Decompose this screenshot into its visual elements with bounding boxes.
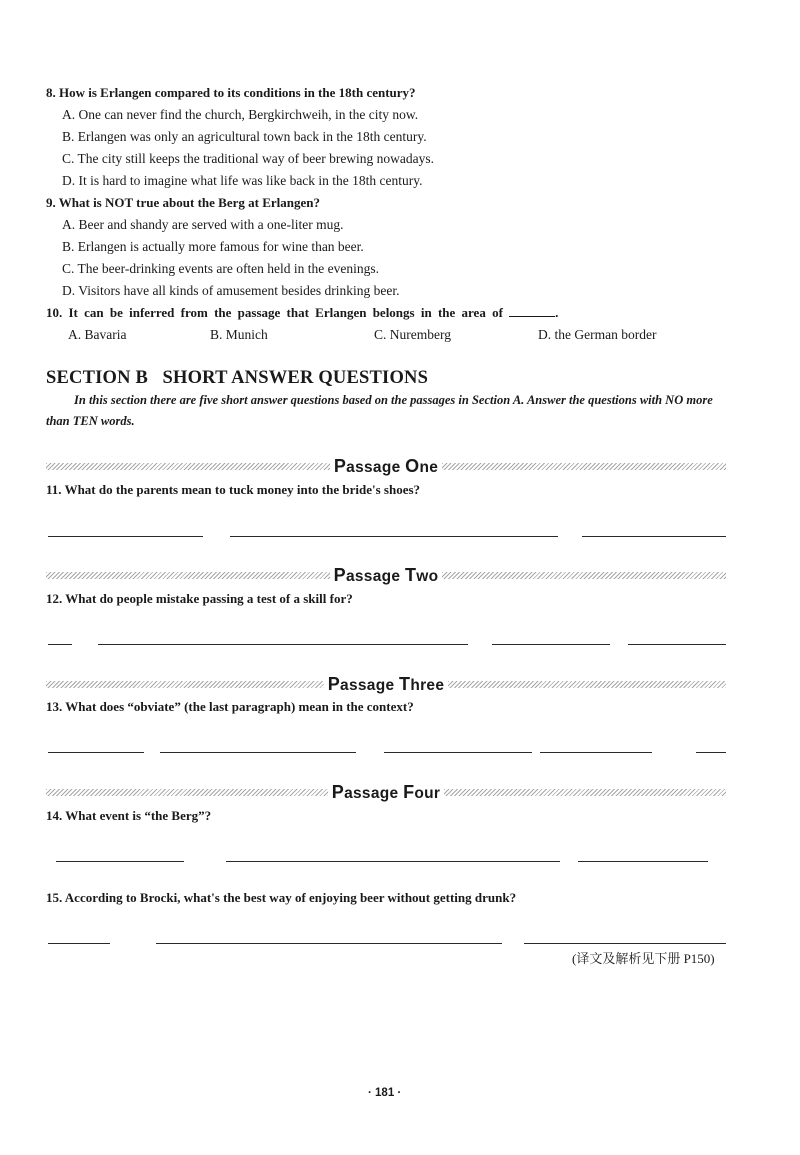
answer-line[interactable] (384, 752, 532, 753)
question-10-option-a: A. Bavaria (68, 327, 127, 342)
answer-line[interactable] (540, 752, 652, 753)
fill-in-blank (509, 306, 555, 317)
answer-line[interactable] (48, 943, 110, 944)
question-8-stem: 8. How is Erlangen compared to its conditions in the 18th century? (46, 85, 416, 100)
passage-four-header (46, 781, 726, 803)
answer-line[interactable] (48, 752, 144, 753)
answer-line[interactable] (628, 644, 726, 645)
hatch-rule-right (448, 681, 726, 688)
passage-three-header (46, 673, 726, 695)
hatch-rule-right (444, 789, 726, 796)
question-9-option-a: A. Beer and shandy are served with a one-liter mug. (62, 217, 344, 232)
answer-line[interactable] (230, 536, 558, 537)
hatch-rule-right (442, 463, 726, 470)
question-8-option-d: D. It is hard to imagine what life was like back in the 18th century. (62, 173, 423, 188)
passage-title: Passage Four (331, 781, 441, 802)
question-10-option-c: C. Nuremberg (374, 327, 451, 342)
question-8-option-b: B. Erlangen was only an agricultural town back in the 18th century. (62, 129, 427, 144)
question-10-stem: 10. It can be inferred from the passage that Erlangen belongs in the area of . (46, 305, 559, 320)
passage-one-header (46, 455, 726, 477)
passage-two-header (46, 564, 726, 586)
hatch-rule-left (46, 463, 330, 470)
answer-line[interactable] (578, 861, 708, 862)
question-9-option-d: D. Visitors have all kinds of amusement besides drinking beer. (62, 283, 400, 298)
answer-line[interactable] (48, 536, 203, 537)
question-12: 12. What do people mistake passing a test of a skill for? (46, 591, 353, 606)
answer-line[interactable] (98, 644, 468, 645)
answer-line[interactable] (160, 752, 356, 753)
answer-line[interactable] (582, 536, 726, 537)
answer-line[interactable] (524, 943, 726, 944)
section-b-title: SECTION B SHORT ANSWER QUESTIONS (46, 368, 429, 388)
answer-line[interactable] (156, 943, 502, 944)
answer-line[interactable] (48, 644, 72, 645)
question-8-option-c: C. The city still keeps the traditional way of beer brewing nowadays. (62, 151, 435, 166)
hatch-rule-right (442, 572, 726, 579)
question-14: 14. What event is “the Berg”? (46, 808, 212, 823)
question-9-stem: 9. What is NOT true about the Berg at Erlangen? (46, 195, 320, 210)
question-15: 15. According to Brocki, what's the best way of enjoying beer without getting drunk? (46, 890, 517, 905)
section-b-instructions: In this section there are five short answer questions based on the passages in Section A. Answer the questions with NO more than TEN words. (46, 393, 713, 428)
passage-title: Passage One (333, 455, 439, 476)
answer-line[interactable] (696, 752, 726, 753)
hatch-rule-left (46, 681, 324, 688)
hatch-rule-left (46, 789, 328, 796)
question-13: 13. What does “obviate” (the last paragraph) mean in the context? (46, 699, 414, 714)
answer-line[interactable] (492, 644, 610, 645)
page-number: · 181 · (368, 1087, 402, 1099)
passage-title: Passage Two (333, 564, 439, 585)
answer-line[interactable] (56, 861, 184, 862)
question-9-option-b: B. Erlangen is actually more famous for wine than beer. (62, 239, 364, 254)
translation-reference-note: (译文及解析见下册 P150) (572, 951, 715, 966)
question-9-option-c: C. The beer-drinking events are often held in the evenings. (62, 261, 380, 276)
question-11: 11. What do the parents mean to tuck money into the bride's shoes? (46, 482, 421, 497)
question-10-option-b: B. Munich (210, 327, 268, 342)
passage-title: Passage Three (327, 673, 445, 694)
question-10-option-d: D. the German border (538, 327, 657, 342)
answer-line[interactable] (226, 861, 560, 862)
hatch-rule-left (46, 572, 330, 579)
question-8-option-a: A. One can never find the church, Bergkirchweih, in the city now. (62, 107, 419, 122)
